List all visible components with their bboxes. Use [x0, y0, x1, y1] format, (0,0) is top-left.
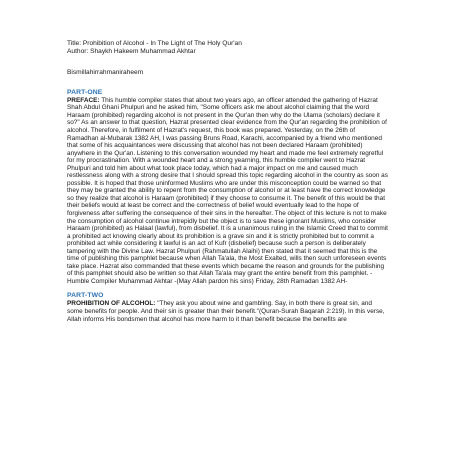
bismillah-line: Bismillahirrahmaniraheem [67, 69, 144, 77]
part-one-heading: PART-ONE [67, 88, 103, 96]
part-one-paragraph [67, 97, 388, 286]
prohibition-label: PROHIBITION OF ALCOHOL: [67, 300, 156, 308]
preface-label: PREFACE: [67, 96, 100, 104]
preface-text: This humble compiler states that about two years ago, an officer attended the gathering of Hazrat Shah Abdul Ghani Phulpuri and he asked him, "Some officers ask me about alcohol claiming that the word Haraam (prohibited) regarding alcohol is not present in the Qur'an then why do the Ulama (scholars) declare it so?" As an answer to that question, Hazrat presented clear evidence from the Qur'an regarding the prohibition of alcohol. Therefore, in fulfilment of Hazrat's request, this book was prepared. Yesterday, on the 26th of Ramadhan al-Mubarak 1382 AH, I was passing Bruns Road, Karachi, accompanied by a friend who mentioned that some of his acquaintances were discussing that alcohol has not been declared Haraam (prohibited) anywhere in the Qur'an. Listening to this conversation wounded my heart and made me feel extremely regretful for my procrastination. With a wounded heart and a strong yearning, this humble compiler went to Hazrat Phulpuri and told him about what took place today, which had a major impact on me and caused much restlessness along with a strong desire that I should spread this topic regarding alcohol in the country as soon as possible. It is hoped that those uninformed Muslims who are under this misconception could be warned so that they may be granted the ability to repent from the consumption of alcohol or at least have the correct knowledge so they realize that alcohol is Haraam (prohibited) if they choose to consume it. The benefit of this would be that their beliefs would at least be correct and the correctness of belief would eventually lead to the hope of forgiveness after suffering the consequence of their sins in the hereafter. The object of this lecture is not to make the consumption of alcohol continue intrepidly but the object is to save these ignorant Muslims, who consider Haraam (prohibited) as Halaal (lawful), from disbelief. It is a unanimous ruling in the Islamic Creed that to commit a prohibited act knowing clearly about its prohibition is a grave sin and it is strictly prohibited but to commit a prohibited act while considering it lawful is an act of Kufr (disbelief) because such a person is deliberately tampering with the Divine Law. Hazrat Phulpuri (Rahmatullah Alaihi) then stated that it seemed that this is the time of publishing this pamphlet because when Allah Ta'ala, the Most Exalted, wills then such unforeseen events take place. Hazrat also commanded that these events which became the reason and grounds for the publishing of this pamphlet should also be written so that Allah Ta'ala may grant the entire benefit from this pamphlet. -Humble Compiler Muhammad Akhtar -(May Allah pardon his sins) Friday, 28th Ramadan 1382 AH- [67, 96, 388, 285]
document-author: Author: Shaykh Hakeem Muhammad Akhtar [67, 47, 196, 55]
prohibition-text: "They ask you about wine and gambling. Say, in both there is great sin, and some benefits for people. And their sin is greater than their benefit."(Quran-Surah Baqarah 2:219). In this verse, Allah informs His bondsmen that alcohol has more harm to it than benefit because the benefits are [67, 300, 385, 323]
part-two-paragraph [67, 300, 388, 323]
part-two-heading: PART-TWO [67, 292, 104, 300]
document-title: Title: Prohibition of Alcohol - In The Light of The Holy Qur'an [67, 40, 242, 47]
